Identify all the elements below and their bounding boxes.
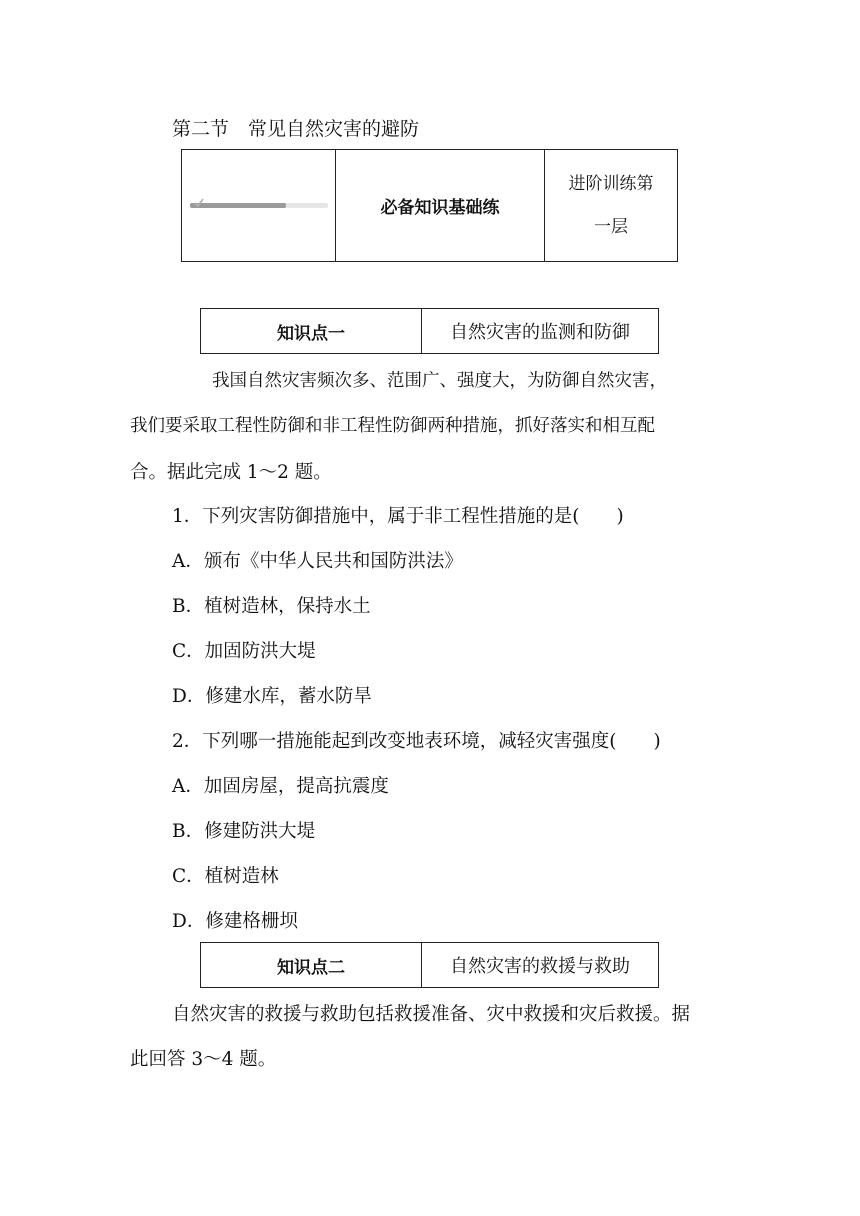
question-2-option-b: B．修建防洪大堤 xyxy=(172,821,316,842)
knowledge-point-1-box xyxy=(200,308,659,354)
knowledge-point-1-topic: 自然灾害的监测和防御 xyxy=(450,322,630,343)
header-table xyxy=(181,149,678,262)
header-middle-cell xyxy=(336,150,545,261)
question-2-stem: 2．下列哪一措施能起到改变地表环境，减轻灾害强度( ) xyxy=(172,731,661,752)
progress-bar xyxy=(190,203,328,208)
intro1-line1: 我国自然灾害频次多、范围广、强度大，为防御自然灾害， xyxy=(212,371,667,391)
intro1-line2: 我们要采取工程性防御和非工程性防御两种措施，抓好落实和相互配 xyxy=(130,416,655,436)
knowledge-point-2-topic: 自然灾害的救援与救助 xyxy=(450,956,630,977)
question-2-option-c: C．植树造林 xyxy=(172,866,279,887)
check-icon xyxy=(194,198,204,208)
question-1-option-b: B．植树造林，保持水土 xyxy=(172,596,371,617)
question-1-option-d: D．修建水库，蓄水防旱 xyxy=(172,686,372,707)
level-label-line1: 进阶训练第 xyxy=(568,173,654,194)
progress-image-cell xyxy=(182,150,336,261)
question-1-option-a: A．颁布《中华人民共和国防洪法》 xyxy=(172,551,463,572)
level-label-line2: 一层 xyxy=(594,216,628,237)
intro2-line2: 此回答 3～4 题。 xyxy=(130,1049,277,1070)
knowledge-point-2-box xyxy=(200,942,659,988)
question-2-option-d: D．修建格栅坝 xyxy=(172,911,298,932)
knowledge-point-1-label: 知识点一 xyxy=(201,309,422,353)
knowledge-point-2-label: 知识点二 xyxy=(201,943,422,987)
header-right-cell xyxy=(545,150,677,261)
intro1-line3: 合。据此完成 1～2 题。 xyxy=(130,462,332,483)
intro2-line1: 自然灾害的救援与救助包括救援准备、灾中救援和灾后救援。据 xyxy=(172,1004,691,1025)
question-1-option-c: C．加固防洪大堤 xyxy=(172,641,316,662)
section-title: 第二节 常见自然灾害的避防 xyxy=(172,118,420,140)
progress-fill xyxy=(190,203,287,208)
practice-label: 必备知识基础练 xyxy=(380,198,500,218)
question-2-option-a: A．加固房屋，提高抗震度 xyxy=(172,776,389,797)
question-1-stem: 1．下列灾害防御措施中，属于非工程性措施的是( ) xyxy=(172,506,624,527)
